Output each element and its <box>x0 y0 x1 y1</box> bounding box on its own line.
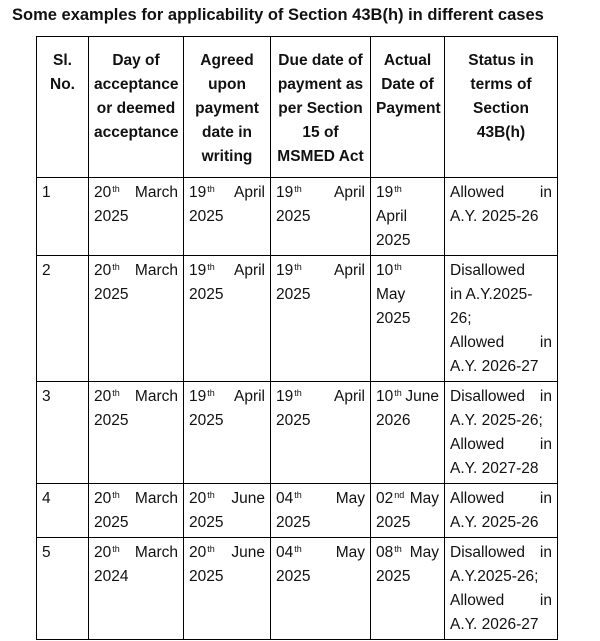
status-text: 26; <box>450 310 472 327</box>
day-number: 10 <box>376 262 394 279</box>
header-line: per Section <box>278 100 363 117</box>
day-suffix: th <box>294 184 302 194</box>
date-year: 2025 <box>276 286 311 303</box>
date-year: 2025 <box>276 412 311 429</box>
status-text: Disallowed <box>450 544 525 561</box>
date-line: 2025 <box>376 232 411 249</box>
status-text: Disallowed <box>450 262 525 279</box>
status-text: in <box>539 184 552 201</box>
date-month: April <box>233 184 265 201</box>
day-suffix: th <box>294 388 302 398</box>
date-month: March <box>134 544 178 561</box>
day-number: 20 <box>189 544 207 561</box>
date-cell <box>89 382 184 484</box>
date-cell <box>184 382 271 484</box>
day-suffix: th <box>112 490 120 500</box>
day-number: 19 <box>189 262 207 279</box>
day-suffix: th <box>294 262 302 272</box>
date-line <box>376 385 439 409</box>
date-day <box>94 259 120 283</box>
date-year: 2025 <box>189 412 224 429</box>
date-month: June <box>231 544 265 561</box>
date-cell <box>89 484 184 538</box>
column-header <box>89 37 184 178</box>
serial-number: 2 <box>37 256 89 382</box>
status-cell <box>445 484 558 538</box>
date-cell <box>371 178 445 256</box>
status-text: in A.Y.2025- <box>450 286 533 303</box>
date-cell <box>371 382 445 484</box>
day-number: 19 <box>189 184 207 201</box>
date-cell <box>371 256 445 382</box>
date-month: April <box>333 388 365 405</box>
header-line: payment as <box>277 76 364 93</box>
status-text: Allowed <box>450 436 505 453</box>
day-number: 20 <box>94 490 112 507</box>
header-line: Actual <box>383 52 432 69</box>
date-month: May <box>335 544 365 561</box>
date-cell <box>89 538 184 640</box>
date-line <box>276 181 365 205</box>
day-number: 20 <box>189 490 207 507</box>
date-cell <box>271 178 371 256</box>
date-month: March <box>134 388 178 405</box>
date-cell <box>271 256 371 382</box>
date-line <box>189 385 265 409</box>
date-cell <box>184 484 271 538</box>
table-row <box>37 484 558 538</box>
status-text: A.Y. 2025-26 <box>450 514 539 531</box>
status-line <box>450 433 552 457</box>
status-text: Allowed <box>450 592 505 609</box>
date-line <box>189 541 265 565</box>
section-43bh-examples-table <box>36 36 558 640</box>
status-text: A.Y. 2025-26; <box>450 412 543 429</box>
day-number: 19 <box>276 184 294 201</box>
status-text: in <box>539 334 552 351</box>
day-number: 19 <box>276 262 294 279</box>
day-suffix: th <box>394 544 402 554</box>
day-suffix: th <box>294 544 302 554</box>
table-row <box>37 178 558 256</box>
date-year: 2025 <box>94 514 129 531</box>
day-number: 20 <box>94 184 112 201</box>
status-text: Allowed <box>450 184 505 201</box>
status-line <box>450 541 552 565</box>
date-line <box>94 385 178 409</box>
date-line <box>276 385 365 409</box>
status-text: Disallowed <box>450 388 525 405</box>
status-text: A.Y. 2025-26 <box>450 208 539 225</box>
date-year: 2024 <box>94 568 129 585</box>
header-line: Day of <box>112 52 160 69</box>
day-number: 19 <box>189 388 207 405</box>
date-month: June <box>405 388 439 405</box>
date-line <box>376 181 439 205</box>
serial-number: 1 <box>37 178 89 256</box>
day-suffix: th <box>112 184 120 194</box>
status-text: Allowed <box>450 334 505 351</box>
column-header <box>445 37 558 178</box>
status-line <box>450 487 552 511</box>
date-line <box>376 541 439 565</box>
date-cell <box>271 538 371 640</box>
date-cell <box>271 484 371 538</box>
status-line <box>450 181 552 205</box>
date-year: 2025 <box>189 286 224 303</box>
status-line <box>450 565 552 589</box>
date-cell <box>371 538 445 640</box>
date-cell <box>89 256 184 382</box>
day-suffix: th <box>207 262 215 272</box>
header-line: Payment <box>376 100 441 117</box>
day-suffix: th <box>394 262 402 272</box>
header-line: or deemed <box>96 100 176 117</box>
status-cell <box>445 256 558 382</box>
date-line <box>276 259 365 283</box>
date-day <box>94 541 120 565</box>
header-line: upon <box>208 76 246 93</box>
table-row <box>37 538 558 640</box>
status-line <box>450 307 552 331</box>
date-day <box>376 385 402 409</box>
date-day <box>276 541 302 565</box>
date-line <box>94 259 178 283</box>
day-suffix: th <box>207 490 215 500</box>
date-cell <box>184 538 271 640</box>
status-text: in <box>539 490 552 507</box>
date-month: March <box>134 490 178 507</box>
date-day <box>94 181 120 205</box>
date-day <box>376 487 404 511</box>
date-line: May <box>376 286 406 303</box>
header-line: Status in <box>468 52 534 69</box>
date-line <box>376 259 439 283</box>
date-day <box>94 385 120 409</box>
date-cell <box>184 178 271 256</box>
status-line <box>450 613 552 637</box>
column-header <box>37 37 89 178</box>
column-header <box>371 37 445 178</box>
day-suffix: th <box>207 184 215 194</box>
status-line <box>450 457 552 481</box>
header-line: Due date of <box>278 52 363 69</box>
serial-number: 5 <box>37 538 89 640</box>
header-line: acceptance <box>94 76 179 93</box>
date-line <box>94 487 178 511</box>
date-cell <box>89 178 184 256</box>
status-text: in <box>539 388 552 405</box>
date-line <box>376 487 439 511</box>
header-line: Section <box>473 100 529 117</box>
date-day <box>189 259 215 283</box>
table-header-row <box>37 37 558 178</box>
status-text: Allowed <box>450 490 505 507</box>
status-line <box>450 283 552 307</box>
status-text: A.Y. 2026-27 <box>450 616 539 633</box>
status-cell <box>445 382 558 484</box>
header-line: payment <box>195 100 259 117</box>
date-day <box>276 259 302 283</box>
date-year: 2025 <box>189 208 224 225</box>
date-line <box>189 487 265 511</box>
table-body <box>37 178 558 640</box>
table-row <box>37 256 558 382</box>
header-line: terms of <box>470 76 532 93</box>
date-line <box>94 541 178 565</box>
date-year: 2025 <box>276 208 311 225</box>
date-line: 2025 <box>376 310 411 327</box>
header-line: MSMED Act <box>277 148 364 165</box>
date-day <box>276 487 302 511</box>
header-line: date in <box>202 124 252 141</box>
date-month: May <box>335 490 365 507</box>
date-day <box>94 487 120 511</box>
date-year: 2025 <box>94 208 129 225</box>
day-number: 19 <box>276 388 294 405</box>
day-suffix: th <box>294 490 302 500</box>
day-number: 08 <box>376 544 394 561</box>
date-cell <box>271 382 371 484</box>
status-line <box>450 385 552 409</box>
day-suffix: th <box>207 544 215 554</box>
day-suffix: th <box>394 388 402 398</box>
status-text: A.Y. 2026-27 <box>450 358 539 375</box>
status-text: A.Y.2025-26; <box>450 568 539 585</box>
status-text: in <box>539 544 552 561</box>
day-number: 10 <box>376 388 394 405</box>
date-line <box>189 259 265 283</box>
status-cell <box>445 538 558 640</box>
header-line: acceptance <box>94 124 179 141</box>
date-month: April <box>333 184 365 201</box>
status-line <box>450 409 552 433</box>
date-day <box>189 385 215 409</box>
date-year: 2025 <box>276 514 311 531</box>
date-cell <box>184 256 271 382</box>
date-month: April <box>333 262 365 279</box>
date-line <box>276 487 365 511</box>
date-day <box>189 181 215 205</box>
page-title: Some examples for applicability of Section 43B(h) in different cases <box>12 6 544 24</box>
date-day <box>376 541 402 565</box>
serial-number: 4 <box>37 484 89 538</box>
status-line <box>450 205 552 229</box>
date-year: 2025 <box>376 514 411 531</box>
day-number: 19 <box>376 184 394 201</box>
status-line <box>450 331 552 355</box>
date-day <box>189 487 215 511</box>
day-suffix: th <box>394 184 402 194</box>
date-month: June <box>231 490 265 507</box>
date-month: March <box>134 262 178 279</box>
status-line <box>450 259 552 283</box>
date-day <box>276 181 302 205</box>
date-line <box>276 541 365 565</box>
day-number: 20 <box>94 262 112 279</box>
date-year: 2025 <box>276 568 311 585</box>
date-day <box>189 541 215 565</box>
header-line: No. <box>50 76 75 93</box>
status-text: in <box>539 436 552 453</box>
header-line: Sl. <box>53 52 72 69</box>
day-number: 04 <box>276 490 294 507</box>
header-line: writing <box>201 148 253 165</box>
date-year: 2025 <box>94 286 129 303</box>
date-year: 2025 <box>189 514 224 531</box>
column-header <box>184 37 271 178</box>
header-line: Date of <box>381 76 434 93</box>
date-year: 2025 <box>376 568 411 585</box>
date-day <box>276 385 302 409</box>
status-line <box>450 589 552 613</box>
day-suffix: th <box>112 544 120 554</box>
header-line: Agreed <box>200 52 254 69</box>
status-line <box>450 511 552 535</box>
day-suffix: th <box>112 388 120 398</box>
date-year: 2026 <box>376 412 411 429</box>
date-line <box>189 181 265 205</box>
day-number: 02 <box>376 490 394 507</box>
date-cell <box>371 484 445 538</box>
status-line <box>450 355 552 379</box>
date-month: April <box>233 388 265 405</box>
date-year: 2025 <box>189 568 224 585</box>
day-number: 20 <box>94 544 112 561</box>
date-month: April <box>233 262 265 279</box>
date-month: May <box>409 544 439 561</box>
header-line: 15 of <box>302 124 339 141</box>
day-number: 20 <box>94 388 112 405</box>
date-year: 2025 <box>94 412 129 429</box>
day-suffix: nd <box>394 490 405 500</box>
date-line <box>94 181 178 205</box>
header-line: 43B(h) <box>476 124 526 141</box>
day-number: 04 <box>276 544 294 561</box>
status-text: A.Y. 2027-28 <box>450 460 539 477</box>
date-month: May <box>409 490 439 507</box>
status-text: in <box>539 592 552 609</box>
serial-number: 3 <box>37 382 89 484</box>
day-suffix: th <box>207 388 215 398</box>
column-header <box>271 37 371 178</box>
date-month: March <box>134 184 178 201</box>
day-suffix: th <box>112 262 120 272</box>
status-cell <box>445 178 558 256</box>
date-line: April <box>376 208 408 225</box>
table-row <box>37 382 558 484</box>
